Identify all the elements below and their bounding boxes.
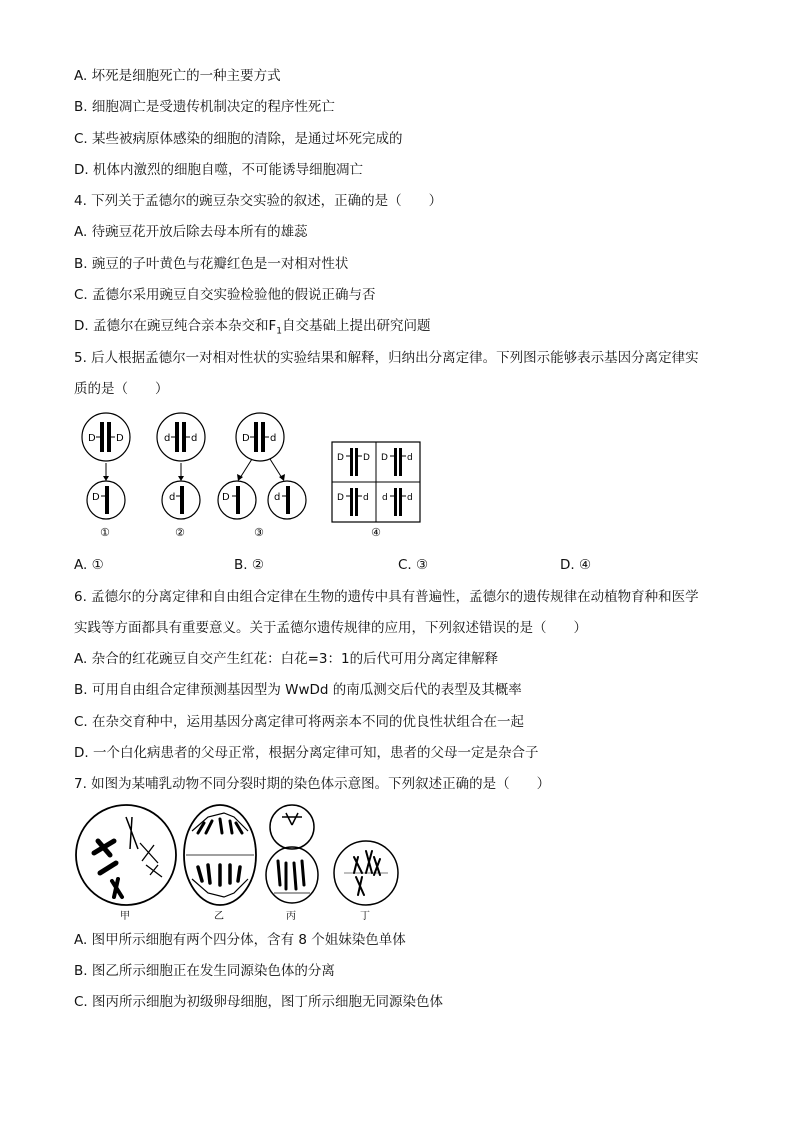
q6-option-a: A. 杂合的红花豌豆自交产生红花：白花=3：1的后代可用分离定律解释 (74, 651, 499, 667)
gene-label: D (88, 433, 96, 444)
q5-stem-line1: 5. 后人根据孟德尔一对相对性状的实验结果和解释，归纳出分离定律。下列图示能够表示基因分离定律实 (74, 350, 699, 366)
gene-label: d (270, 433, 277, 444)
q6-stem-line2: 实践等方面都具有重要意义。关于孟德尔遗传规律的应用，下列叙述错误的是（ ） (74, 620, 587, 636)
q4-option-c: C. 孟德尔采用豌豆自交实验检验他的假说正确与否 (74, 287, 376, 303)
figure-label: ① (100, 526, 110, 539)
figure-label: ② (175, 526, 185, 539)
figure-label: 丁 (360, 911, 370, 922)
figure-label: 丙 (286, 911, 296, 922)
gene-label: D (116, 433, 124, 444)
q5-option-a: A. ① (74, 557, 104, 573)
q4-option-b: B. 豌豆的子叶黄色与花瓣红色是一对相对性状 (74, 256, 349, 272)
figure-3 (218, 413, 306, 539)
gene-label: D (363, 453, 370, 463)
q7-cell-division-figure (74, 803, 414, 923)
gene-label: d (382, 493, 388, 503)
gene-label: d (407, 493, 413, 503)
cell-ding (334, 841, 398, 905)
q3-option-c: C. 某些被病原体感染的细胞的清除，是通过坏死完成的 (74, 131, 403, 147)
gene-label: d (169, 492, 176, 503)
gene-label: d (164, 433, 171, 444)
q3-option-d: D. 机体内激烈的细胞自噬，不可能诱导细胞凋亡 (74, 162, 363, 178)
gene-label: d (274, 492, 281, 503)
gene-label: d (407, 453, 413, 463)
gene-label: D (92, 492, 100, 503)
q6-option-b: B. 可用自由组合定律预测基因型为 WwDd 的南瓜测交后代的表型及其概率 (74, 682, 522, 698)
q3-option-b: B. 细胞凋亡是受遗传机制决定的程序性死亡 (74, 99, 335, 115)
q7-option-b: B. 图乙所示细胞正在发生同源染色体的分离 (74, 963, 335, 979)
q5-option-b: B. ② (234, 557, 264, 573)
gene-label: D (337, 493, 344, 503)
gene-label: D (381, 453, 388, 463)
cell-yi (184, 805, 256, 905)
q3-option-a: A. 坏死是细胞死亡的一种主要方式 (74, 68, 281, 84)
q5-option-d: D. ④ (560, 557, 592, 573)
cell-jia (76, 805, 176, 905)
figure-label: 甲 (120, 911, 130, 922)
q4-option-d-text-pre: D. 孟德尔在豌豆纯合亲本杂交和F (74, 318, 277, 334)
q5-option-c: C. ③ (398, 557, 429, 573)
gene-label: D (242, 433, 250, 444)
q6-option-d: D. 一个白化病患者的父母正常，根据分离定律可知，患者的父母一定是杂合子 (74, 745, 539, 761)
q4-option-a: A. 待豌豆花开放后除去母本所有的雄蕊 (74, 224, 308, 240)
q6-stem-line1: 6. 孟德尔的分离定律和自由组合定律在生物的遗传中具有普遍性，孟德尔的遗传规律在动植物育种和医学 (74, 589, 699, 605)
q5-options-row (74, 557, 734, 575)
q5-stem-line2: 质的是（ ） (74, 381, 169, 397)
cell-bing (266, 805, 318, 903)
q4-stem: 4. 下列关于孟德尔的豌豆杂交实验的叙述，正确的是（ ） (74, 193, 443, 209)
gene-label: d (191, 433, 198, 444)
q4-option-d (74, 317, 430, 341)
gene-label: D (222, 492, 230, 503)
gene-label: D (337, 453, 344, 463)
figure-label: ③ (254, 526, 264, 539)
figure-label: 乙 (214, 911, 224, 922)
figure-4 (332, 442, 420, 539)
gene-label: d (363, 493, 369, 503)
q4-option-d-text-post: 自交基础上提出研究问题 (281, 318, 431, 334)
figure-1 (82, 413, 130, 539)
figure-label: ④ (371, 526, 381, 539)
q7-option-c: C. 图丙所示细胞为初级卵母细胞，图丁所示细胞无同源染色体 (74, 994, 444, 1010)
q5-gene-figure (74, 410, 434, 545)
q7-option-a: A. 图甲所示细胞有两个四分体，含有 8 个姐妹染色单体 (74, 932, 406, 948)
q4-option-d-subscript: 1 (276, 326, 282, 337)
q6-option-c: C. 在杂交育种中，运用基因分离定律可将两亲本不同的优良性状组合在一起 (74, 714, 525, 730)
figure-2 (157, 413, 205, 539)
q7-stem: 7. 如图为某哺乳动物不同分裂时期的染色体示意图。下列叙述正确的是（ ） (74, 776, 551, 792)
